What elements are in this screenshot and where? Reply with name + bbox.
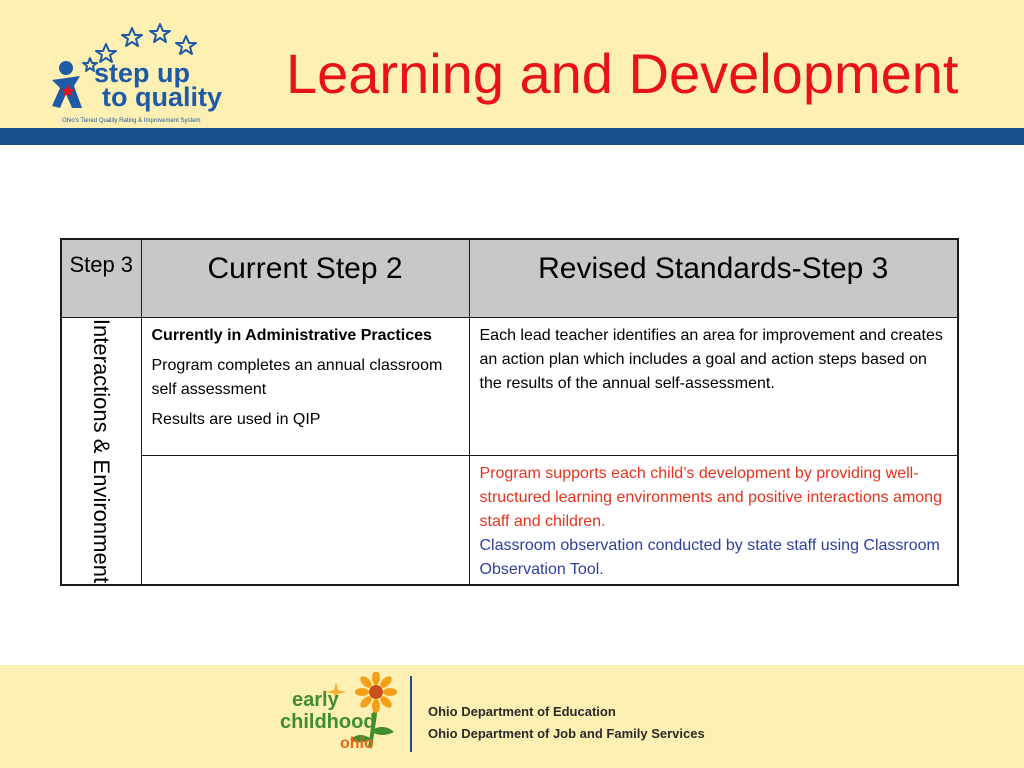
header-divider-bar bbox=[0, 128, 1024, 145]
dept-job-family-services: Ohio Department of Job and Family Services bbox=[428, 726, 705, 741]
current-step-cell bbox=[141, 317, 469, 455]
revised-text-blue: Classroom observation conducted by state staff using Classroom Observation Tool. bbox=[479, 536, 940, 578]
step-up-to-quality-logo bbox=[48, 22, 228, 126]
column-header-revised: Revised Standards-Step 3 bbox=[469, 239, 958, 317]
row-label: Interactions & Environment bbox=[89, 318, 115, 583]
current-line: Program completes an annual classroom self assessment bbox=[151, 356, 443, 398]
logo-tagline: Ohio's Tiered Quality Rating & Improvement System bbox=[62, 118, 201, 124]
column-header-step: Step 3 bbox=[61, 239, 141, 317]
star-icon bbox=[122, 28, 142, 46]
star-icon bbox=[176, 36, 196, 54]
comparison-table bbox=[60, 238, 959, 586]
column-header-current: Current Step 2 bbox=[141, 239, 469, 317]
slide-title: Learning and Development bbox=[286, 42, 959, 105]
child-figure-icon bbox=[52, 61, 82, 108]
logo-step-up-text: step up bbox=[94, 58, 191, 88]
revised-text: Each lead teacher identifies an area for improvement and creates an action plan which includes a goal and action steps based on the results of the annual self-assessment. bbox=[479, 326, 943, 392]
revised-standard-cell bbox=[469, 317, 958, 455]
star-icon bbox=[150, 24, 170, 42]
current-line: Results are used in QIP bbox=[151, 410, 321, 428]
current-step-empty-cell bbox=[141, 455, 469, 585]
table-header-row bbox=[61, 239, 958, 317]
logo-ohio-text: ohio bbox=[340, 735, 374, 752]
dept-education: Ohio Department of Education bbox=[428, 704, 616, 719]
table-row bbox=[61, 455, 958, 585]
table-row bbox=[61, 317, 958, 455]
current-heading: Currently in Administrative Practices bbox=[151, 326, 432, 344]
row-label-cell bbox=[61, 317, 141, 585]
logo-to-quality-text: to quality bbox=[102, 82, 222, 112]
revised-standard-cell bbox=[469, 455, 958, 585]
logo-childhood-text: childhood bbox=[280, 711, 376, 733]
early-childhood-ohio-logo bbox=[278, 672, 406, 756]
revised-text-red: Program supports each child’s development by providing well-structured learning environments and positive interactions among staff and children. bbox=[479, 464, 942, 530]
logo-early-text: early bbox=[292, 689, 339, 711]
footer-divider bbox=[410, 676, 412, 752]
